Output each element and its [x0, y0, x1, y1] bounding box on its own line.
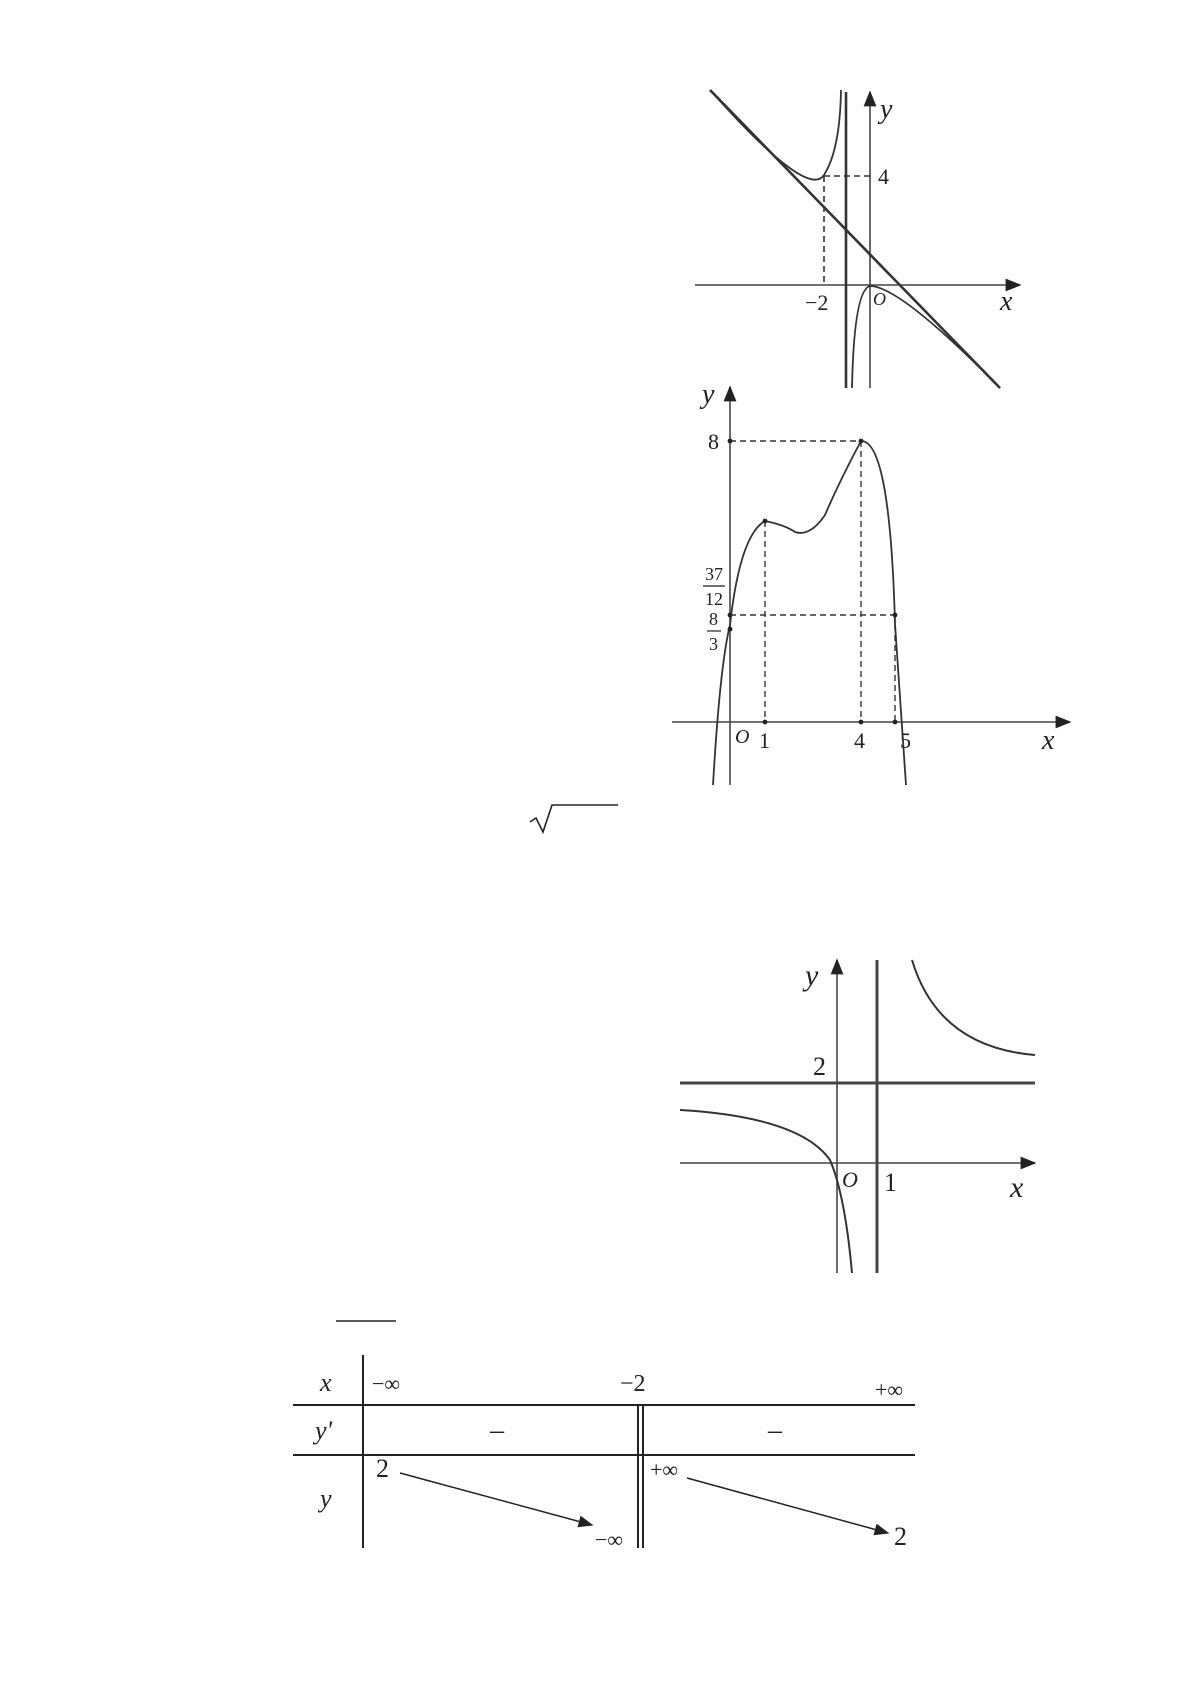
- frac-37-denominator: 12: [705, 589, 723, 609]
- x-tick-minus-2: −2: [805, 290, 829, 315]
- y-tick-4: 4: [878, 164, 889, 189]
- sign-left: –: [490, 1415, 504, 1446]
- x-value-minus-2: −2: [620, 1371, 646, 1397]
- point-x-4: [859, 720, 864, 725]
- origin-label: O: [873, 289, 886, 309]
- figure-2-graph: [650, 379, 1070, 785]
- arrow-decreasing-left: [400, 1473, 592, 1525]
- frac-8-denominator: 3: [709, 634, 718, 654]
- origin-label: O: [842, 1167, 858, 1192]
- origin-label: O: [735, 726, 750, 748]
- y-value-end-2: 2: [894, 1522, 907, 1551]
- curve-left-branch: [712, 90, 841, 180]
- point-x-5: [893, 720, 898, 725]
- hyperbola-right-branch: [912, 960, 1035, 1055]
- x-tick-1: 1: [884, 1168, 897, 1197]
- row-label-x: x: [320, 1368, 332, 1397]
- point-y-8-3: [728, 627, 733, 632]
- y-value-minus-infinity: −∞: [595, 1527, 624, 1552]
- point-x-1: [763, 720, 768, 725]
- point-y-37-12: [728, 613, 733, 618]
- arrow-decreasing-right: [687, 1478, 888, 1533]
- variation-table: [290, 1355, 920, 1555]
- x-axis-label: x: [1000, 286, 1013, 317]
- frac-8-numerator: 8: [709, 609, 718, 629]
- hyperbola-left-branch: [680, 1110, 852, 1273]
- point-local-max: [763, 519, 768, 524]
- row-label-y: y: [320, 1484, 332, 1513]
- x-tick-5: 5: [900, 728, 911, 753]
- sign-right: –: [768, 1415, 782, 1446]
- x-axis-label: x: [1042, 725, 1055, 756]
- figure-1-graph: [690, 90, 1030, 390]
- y-value-plus-infinity: +∞: [650, 1457, 679, 1482]
- point-x-5-level: [893, 613, 898, 618]
- row-label-y-prime: y': [315, 1416, 333, 1445]
- x-value-minus-infinity: −∞: [372, 1371, 401, 1396]
- y-value-start-2: 2: [376, 1454, 389, 1483]
- oblique-asymptote: [710, 90, 1000, 388]
- x-tick-1: 1: [759, 728, 770, 753]
- y-axis-label: y: [702, 379, 715, 410]
- y-tick-8: 8: [708, 429, 719, 454]
- frac-37-numerator: 37: [705, 564, 723, 584]
- x-tick-4: 4: [854, 728, 865, 753]
- y-axis-label: y: [805, 959, 819, 992]
- y-tick-2: 2: [813, 1052, 826, 1081]
- y-axis-label: y: [880, 94, 893, 125]
- point-max-8: [859, 439, 864, 444]
- x-axis-label: x: [1010, 1171, 1024, 1204]
- x-value-plus-infinity: +∞: [875, 1377, 904, 1402]
- point-y-8: [728, 439, 733, 444]
- figure-3-graph: [680, 955, 1050, 1275]
